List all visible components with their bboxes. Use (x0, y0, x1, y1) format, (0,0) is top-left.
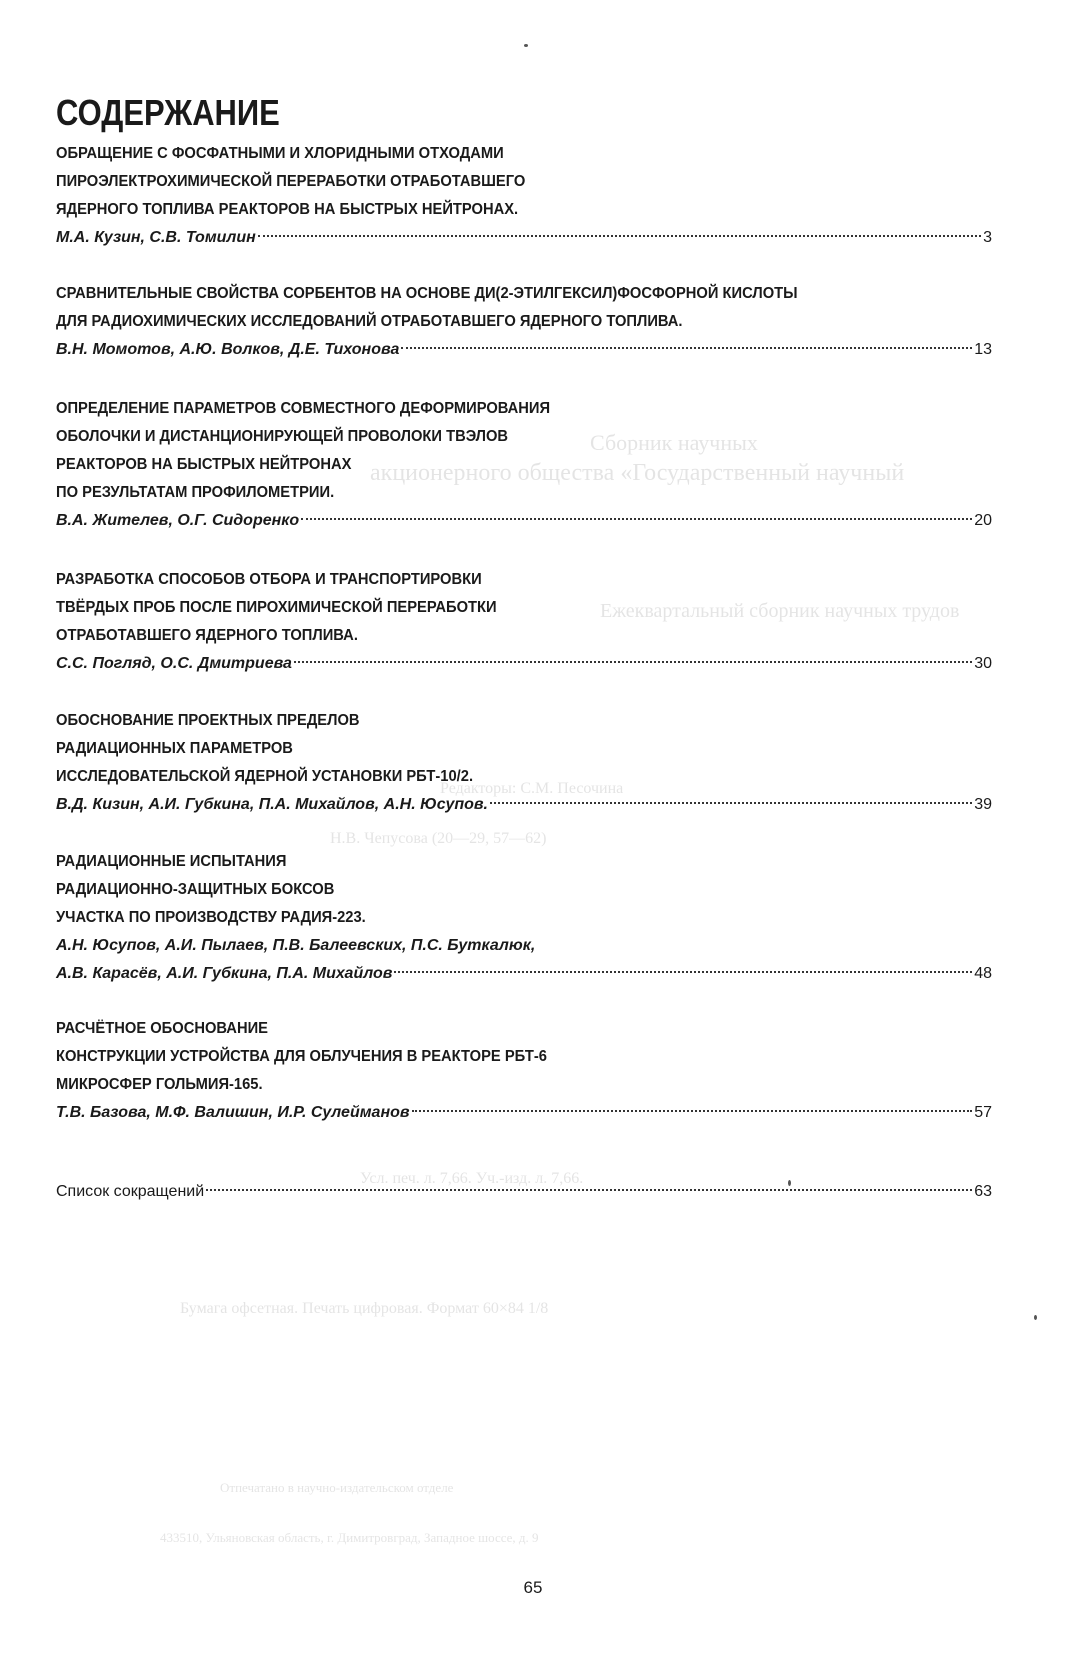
entry-title-line: ДЛЯ РАДИОХИМИЧЕСКИХ ИССЛЕДОВАНИЙ ОТРАБОТАВШЕГО ЯДЕРНОГО ТОПЛИВА. (56, 313, 683, 330)
entry-authors: А.В. Карасёв, А.И. Губкина, П.А. Михайлов (56, 965, 393, 982)
entry-authors: В.Н. Момотов, А.Ю. Волков, Д.Е. Тихонова (56, 341, 400, 358)
entry-leader-row (56, 650, 992, 678)
entry-authors: С.С. Погляд, О.С. Дмитриева (56, 655, 292, 672)
entry-title-line: ПО РЕЗУЛЬТАТАМ ПРОФИЛОМЕТРИИ. (56, 484, 335, 501)
page-number: 65 (523, 1578, 543, 1597)
entry-title-line: ТВЁРДЫХ ПРОБ ПОСЛЕ ПИРОХИМИЧЕСКОЙ ПЕРЕРАБОТКИ (56, 599, 497, 616)
entry-title-line: МИКРОСФЕР ГОЛЬМИЯ-165. (56, 1076, 263, 1093)
entry-title (56, 566, 917, 650)
entry-leader-row (56, 960, 992, 988)
entry-authors: Т.В. Базова, М.Ф. Валишин, И.Р. Сулейманов (56, 1104, 410, 1121)
show-through-text: Усл. печ. л. 7,66. Уч.-изд. л. 7,66. (360, 1170, 584, 1187)
entry-authors: В.Д. Кизин, А.И. Губкина, П.А. Михайлов, А.Н. Юсупов. (56, 796, 488, 813)
entry-title-line: РАЗРАБОТКА СПОСОБОВ ОТБОРА И ТРАНСПОРТИРОВКИ (56, 571, 482, 588)
entry-title (56, 1015, 917, 1099)
show-through-text: Редакторы: С.М. Песочина (440, 780, 624, 797)
dot-leader (294, 661, 972, 663)
show-through-text: Сборник научных (590, 430, 758, 455)
entry-authors: М.А. Кузин, С.В. Томилин (56, 229, 256, 246)
entry-title-line: РАДИАЦИОННЫЕ ИСПЫТАНИЯ (56, 853, 287, 870)
entry-title-line: ОБОЛОЧКИ И ДИСТАНЦИОНИРУЮЩЕЙ ПРОВОЛОКИ ТВЭЛОВ (56, 428, 509, 445)
toc-entry (56, 848, 992, 988)
entry-title (56, 848, 917, 932)
show-through-text: Бумага офсетная. Печать цифровая. Формат 60×84 1/8 (180, 1300, 549, 1317)
entry-page-number: 30 (974, 655, 992, 672)
entry-title-line: ОПРЕДЕЛЕНИЕ ПАРАМЕТРОВ СОВМЕСТНОГО ДЕФОРМИРОВАНИЯ (56, 400, 551, 417)
entry-title-line: ОБРАЩЕНИЕ С ФОСФАТНЫМИ И ХЛОРИДНЫМИ ОТХОДАМИ (56, 145, 504, 162)
show-through-text: Ежеквартальный сборник научных трудов (600, 600, 960, 622)
toc-entry (56, 395, 992, 535)
entry-leader-row (56, 507, 992, 535)
show-through-text: Н.В. Чепусова (20—29, 57—62) (330, 830, 547, 847)
entry-title-line: РАДИАЦИОННО-ЗАЩИТНЫХ БОКСОВ (56, 881, 335, 898)
entry-title (56, 140, 917, 224)
entry-authors: В.А. Жителев, О.Г. Сидоренко (56, 512, 300, 529)
toc-entry-abbreviations (56, 1178, 992, 1206)
show-through-text: Отпечатано в научно-издательском отделе (220, 1480, 454, 1495)
entry-page-number: 20 (974, 512, 992, 529)
dot-leader (258, 235, 981, 237)
scan-speck (1034, 1315, 1037, 1320)
toc-entry (56, 566, 992, 678)
dot-leader (301, 518, 972, 520)
entry-title (56, 707, 917, 791)
scan-speck (524, 44, 528, 47)
toc-entry (56, 280, 992, 364)
abbreviations-label: Список сокращений (56, 1183, 205, 1200)
dot-leader (206, 1189, 972, 1191)
entry-page-number: 57 (974, 1104, 992, 1121)
toc-entry (56, 1015, 992, 1127)
entry-page-number: 48 (974, 965, 992, 982)
dot-leader (394, 971, 972, 973)
show-through-text: 433510, Ульяновская область, г. Димитровград, Западное шоссе, д. 9 (160, 1530, 539, 1545)
show-through-text: акционерного общества «Государственный научный (370, 460, 905, 486)
dot-leader (401, 347, 972, 349)
entry-title-line: КОНСТРУКЦИИ УСТРОЙСТВА ДЛЯ ОБЛУЧЕНИЯ В РЕАКТОРЕ РБТ-6 (56, 1048, 547, 1065)
entry-title-line: РЕАКТОРОВ НА БЫСТРЫХ НЕЙТРОНАХ (56, 456, 352, 473)
toc-entry (56, 707, 992, 819)
entry-leader-row (56, 224, 992, 252)
entry-leader-row (56, 336, 992, 364)
entry-title-line: УЧАСТКА ПО ПРОИЗВОДСТВУ РАДИЯ-223. (56, 909, 366, 926)
entry-title-line: РАСЧЁТНОЕ ОБОСНОВАНИЕ (56, 1020, 268, 1037)
entry-authors: А.Н. Юсупов, А.И. Пылаев, П.В. Балеевских, П.С. Буткалюк, (56, 937, 536, 954)
entry-title-line: ОБОСНОВАНИЕ ПРОЕКТНЫХ ПРЕДЕЛОВ (56, 712, 360, 729)
entry-page-number: 13 (974, 341, 992, 358)
entry-leader-row (56, 1178, 992, 1206)
toc-entry (56, 140, 992, 252)
entry-leader-row (56, 791, 992, 819)
dot-leader (490, 802, 972, 804)
entry-title-line: СРАВНИТЕЛЬНЫЕ СВОЙСТВА СОРБЕНТОВ НА ОСНОВЕ ДИ(2-ЭТИЛГЕКСИЛ)ФОСФОРНОЙ КИСЛОТЫ (56, 285, 798, 302)
entry-title-line: ИССЛЕДОВАТЕЛЬСКОЙ ЯДЕРНОЙ УСТАНОВКИ РБТ-10/2. (56, 768, 474, 785)
entry-title-line: ЯДЕРНОГО ТОПЛИВА РЕАКТОРОВ НА БЫСТРЫХ НЕЙТРОНАХ. (56, 201, 519, 218)
entry-page-number: 39 (974, 796, 992, 813)
entry-title-line: ПИРОЭЛЕКТРОХИМИЧЕСКОЙ ПЕРЕРАБОТКИ ОТРАБОТАВШЕГО (56, 173, 526, 190)
page-title: СОДЕРЖАНИЕ (56, 92, 280, 133)
dot-leader (412, 1110, 973, 1112)
entry-title (56, 395, 917, 507)
entry-leader-row (56, 932, 992, 960)
entry-leader-row (56, 1099, 992, 1127)
entry-page-number: 3 (983, 229, 992, 246)
entry-title-line: ОТРАБОТАВШЕГО ЯДЕРНОГО ТОПЛИВА. (56, 627, 358, 644)
entry-title (56, 280, 917, 336)
entry-page-number: 63 (974, 1183, 992, 1200)
entry-title-line: РАДИАЦИОННЫХ ПАРАМЕТРОВ (56, 740, 293, 757)
